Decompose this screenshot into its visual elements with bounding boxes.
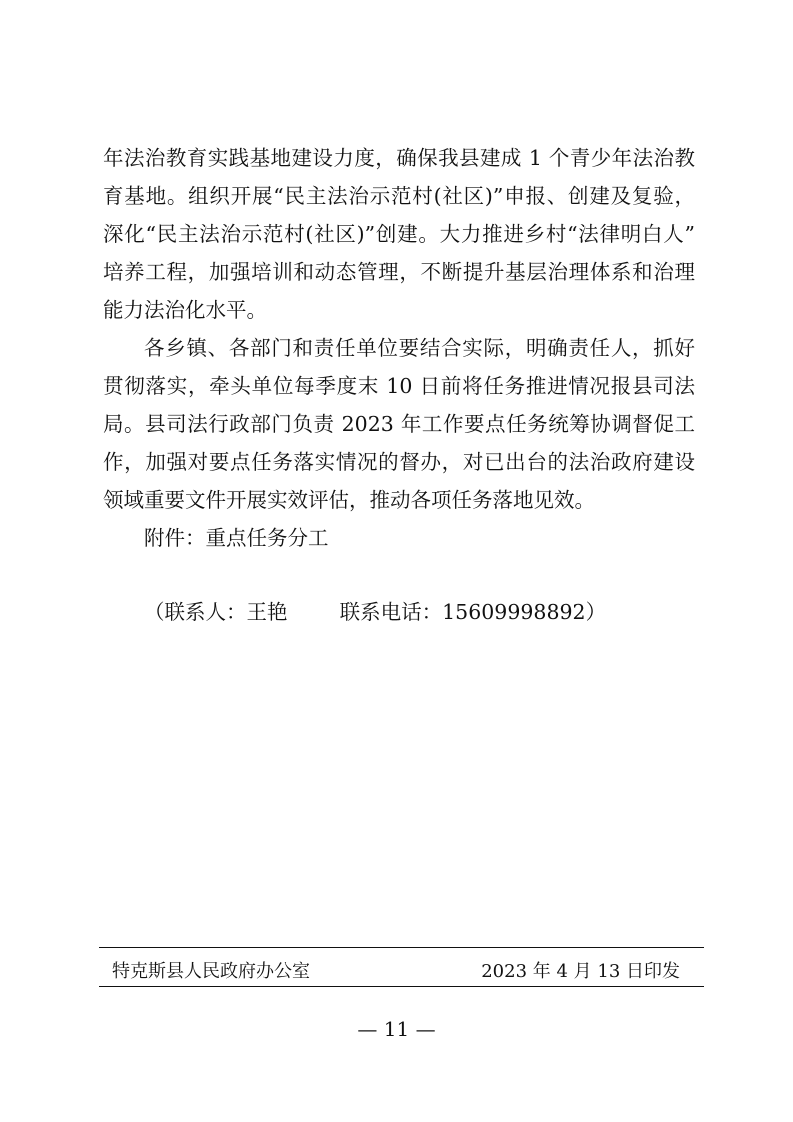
attachment-line: 附件：重点任务分工 [144,526,329,550]
contact-line: （联系人：王艳 联系电话：15609998892） [144,600,607,624]
body-line: 各乡镇、各部门和责任单位要结合实际，明确责任人，抓好 [144,336,695,360]
body-line: 贯彻落实，牵头单位每季度末 10 日前将任务推进情况报县司法 [103,374,695,398]
body-line: 年法治教育实践基地建设力度，确保我县建成 1 个青少年法治教 [103,146,695,170]
body-line: 局。县司法行政部门负责 2023 年工作要点任务统筹协调督促工 [103,412,695,436]
issue-date: 2023 年 4 月 13 日印发 [481,961,680,982]
body-line: 能力法治化水平。 [103,298,267,322]
body-line: 育基地。组织开展“民主法治示范村(社区)”申报、创建及复验， [103,184,695,208]
footer-bottom-rule [99,986,704,987]
footer-top-rule [99,947,704,948]
body-line: 领域重要文件开展实效评估，推动各项任务落地见效。 [103,488,595,512]
body-line: 培养工程，加强培训和动态管理，不断提升基层治理体系和治理 [103,260,695,284]
body-line: 深化“民主法治示范村(社区)”创建。大力推进乡村“法律明白人” [103,222,695,246]
page-number: — 11 — [357,1017,436,1041]
body-line: 作，加强对要点任务落实情况的督办，对已出台的法治政府建设 [103,450,695,474]
issuing-office: 特克斯县人民政府办公室 [112,961,310,982]
